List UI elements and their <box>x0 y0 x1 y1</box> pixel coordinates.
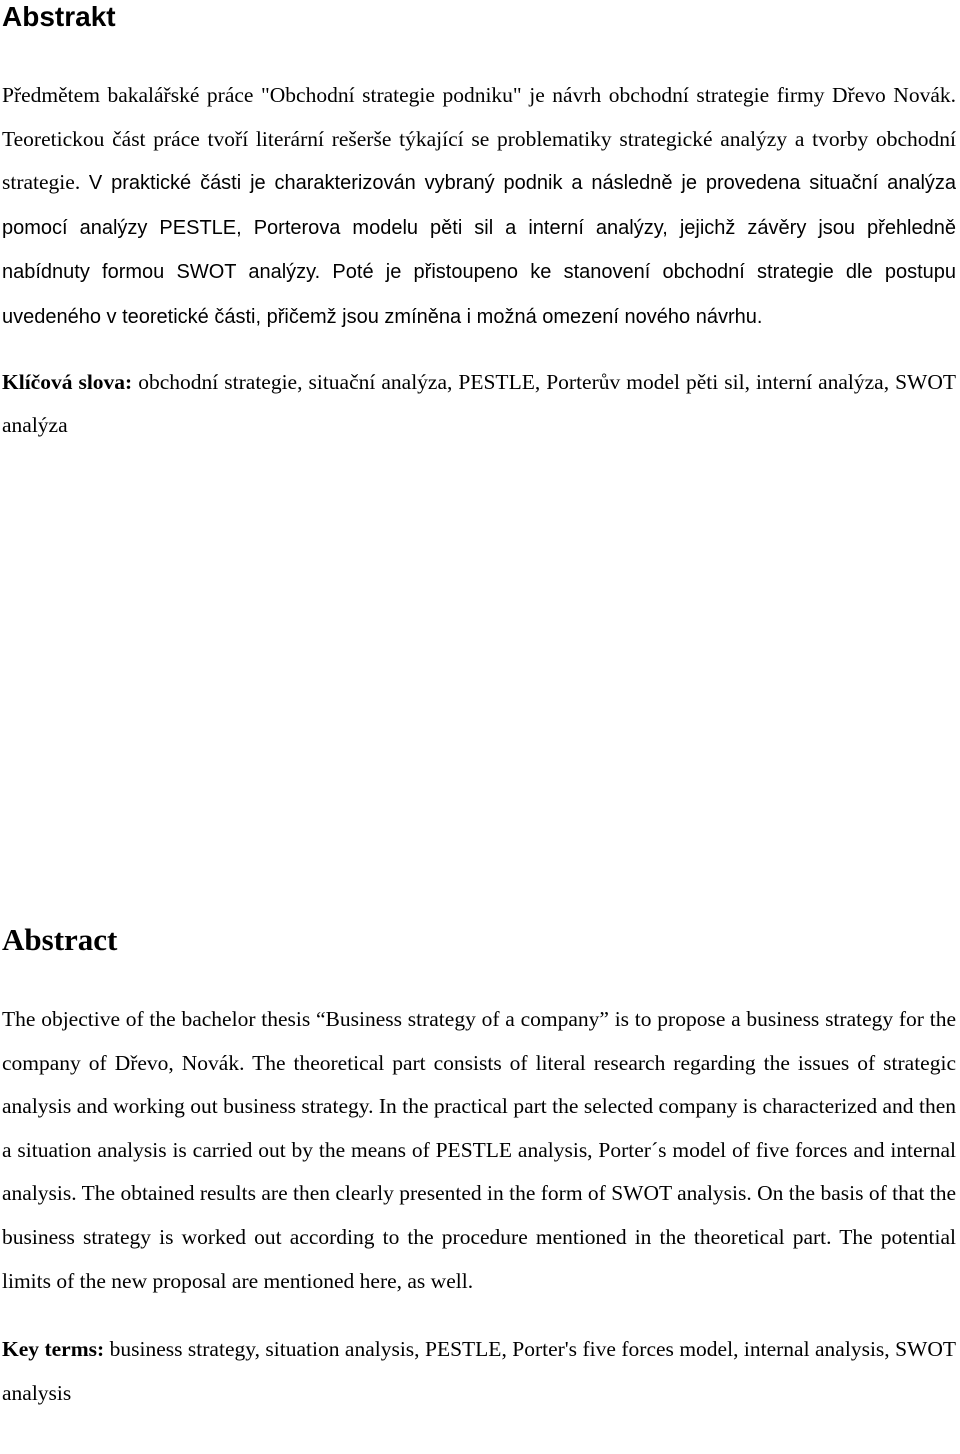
english-keywords <box>2 1328 956 1415</box>
english-abstract-paragraph: The objective of the bachelor thesis “Business strategy of a company” is to propose a business strategy for the company of Dřevo, Novák. The theoretical part consists of literal research regarding the issues of strategic analysis and working out business strategy. In the practical part the selected company is characterized and then a situation analysis is carried out by the means of PESTLE analysis, Porter´s model of five forces and internal analysis. The obtained results are then clearly presented in the form of SWOT analysis. On the basis of that the business strategy is worked out according to the procedure mentioned in the theoretical part. The potential limits of the new proposal are mentioned here, as well. <box>2 1007 956 1293</box>
english-abstract-section <box>2 920 956 1415</box>
czech-keywords-label: Klíčová slova: <box>2 369 133 394</box>
english-keywords-label: Key terms: <box>2 1337 105 1362</box>
czech-abstract-paragraph-part2: V praktické části je charakterizován vybraný podnik a následně je provedena situační analýza pomocí analýzy PESTLE, Porterova modelu pěti sil a interní analýzy, jejichž závěry jsou přehledně nabídnuty formou SWOT analýzy. Poté je přistoupeno ke stanovení obchodní strategie dle postupu uvedeného v teoretické části, přičemž jsou zmíněna i možná omezení nového návrhu. <box>2 172 957 328</box>
czech-abstract-paragraph <box>2 74 956 340</box>
czech-keywords <box>2 361 956 448</box>
czech-abstract-paragraph-part1: Předmětem bakalářské práce "Obchodní strategie podniku" je návrh obchodní strategie firmy Dřevo Novák. Teoretickou část práce tvoří literární rešerše týkající se problematiky strategické analýzy a tvorby obchodní strategie. <box>2 83 956 195</box>
czech-keywords-text: obchodní strategie, situační analýza, PESTLE, Porterův model pěti sil, interní analýza, SWOT analýza <box>2 369 957 438</box>
czech-abstract-section <box>2 0 956 448</box>
english-keywords-text: business strategy, situation analysis, PESTLE, Porter's five forces model, internal analysis, SWOT analysis <box>2 1337 957 1405</box>
czech-abstract-heading: Abstrakt <box>2 1 116 32</box>
english-abstract-heading: Abstract <box>2 922 118 957</box>
